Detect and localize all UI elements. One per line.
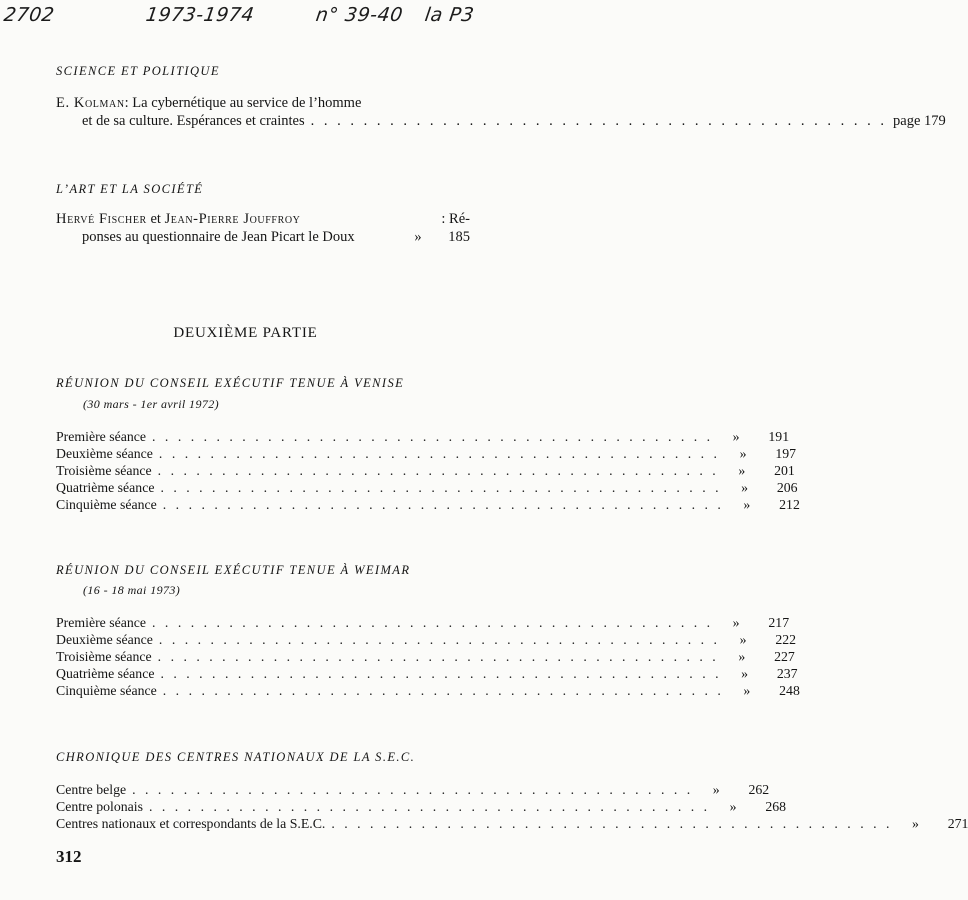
toc-row <box>56 648 795 665</box>
entry-page: page 179 <box>893 113 946 129</box>
toc-row <box>56 781 770 798</box>
section-title-science: SCIENCE ET POLITIQUE <box>56 64 220 78</box>
row-mark: » <box>739 632 747 647</box>
row-label: Quatrième séance <box>56 480 155 495</box>
row-label: Deuxième séance <box>56 632 153 647</box>
dot-leader: . . . . . . . . . . . . . . . . . . . . . . . . . . . . . . . . . . . . . . . . . . . . <box>162 497 724 512</box>
entry-title-part: : Ré- <box>441 211 470 227</box>
entry-line <box>56 228 470 246</box>
row-mark: » <box>912 816 919 831</box>
dot-leader: . . . . . . . . . . . . . . . . . . . . . . . . . . . . . . . . . . . . . . . . . . . . <box>162 683 724 698</box>
entry-conjunction: et <box>146 211 165 227</box>
toc-row <box>56 665 798 682</box>
section-title-art: L’ART ET LA SOCIÉTÉ <box>56 182 204 196</box>
entry-fischer-jouffroy <box>56 210 470 246</box>
row-mark: » <box>729 799 737 814</box>
toc-row <box>56 631 797 648</box>
dot-leader: . . . . . . . . . . . . . . . . . . . . . . . . . . . . . . . . . . . . . . . . . . . . <box>310 113 888 129</box>
handwritten-years: 1973-1974 <box>144 4 256 26</box>
row-mark: » <box>712 782 720 797</box>
toc-row <box>56 614 790 631</box>
row-label: Cinquième séance <box>56 497 157 512</box>
row-label: Première séance <box>56 429 147 444</box>
row-label: Centre belge <box>56 782 127 797</box>
entry-line <box>56 112 946 130</box>
toc-row <box>56 682 800 699</box>
row-page: 271 <box>947 816 968 831</box>
toc-list-chronique <box>56 781 968 832</box>
page-number: 312 <box>56 847 82 866</box>
dot-leader: . . . . . . . . . . . . . . . . . . . . . . . . . . . . . . . . . . . . . . . . . . . . <box>157 649 719 664</box>
row-label: Quatrième séance <box>56 666 155 681</box>
dot-leader: . . . . . . . . . . . . . . . . . . . . . . . . . . . . . . . . . . . . . . . . . . . . <box>160 480 722 495</box>
part-heading: DEUXIÈME PARTIE <box>173 325 318 341</box>
toc-row <box>56 815 968 832</box>
row-label: Cinquième séance <box>56 683 157 698</box>
row-label: Centre polonais <box>56 799 143 814</box>
row-page: 201 <box>774 463 795 478</box>
row-label: Première séance <box>56 615 147 630</box>
row-page: 262 <box>748 782 770 797</box>
dot-leader: . . . . . . . . . . . . . . . . . . . . . . . . . . . . . . . . . . . . . . . . . . . . <box>152 429 714 444</box>
row-mark: » <box>732 429 740 444</box>
row-page: 191 <box>768 429 790 444</box>
entry-line <box>56 210 470 228</box>
row-label: Troisième séance <box>56 649 152 664</box>
toc-row <box>56 445 797 462</box>
entry-author: E. Kolman <box>56 95 125 111</box>
dot-leader: . . . . . . . . . . . . . . . . . . . . . . . . . . . . . . . . . . . . . . . . . . . . <box>157 463 719 478</box>
dot-leader: . . . . . . . . . . . . . . . . . . . . . . . . . . . . . . . . . . . . . . . . . . . . <box>160 666 722 681</box>
toc-list-venise <box>56 428 800 513</box>
row-page: 268 <box>765 799 787 814</box>
entry-page: 185 <box>448 229 470 245</box>
toc-row <box>56 428 790 445</box>
entry-title-part: et de sa culture. Espérances et craintes <box>82 113 305 129</box>
row-page: 237 <box>776 666 798 681</box>
row-label: Centres nationaux et correspondants de la S.E.C. <box>56 816 326 831</box>
row-page: 227 <box>774 649 795 664</box>
row-page: 206 <box>776 480 798 495</box>
toc-row <box>56 462 795 479</box>
row-mark: » <box>743 683 751 698</box>
handwritten-code: la P3 <box>423 4 476 26</box>
section-title-chronique: CHRONIQUE DES CENTRES NATIONAUX DE LA S.E.C. <box>56 750 416 764</box>
dot-leader: . . . . . . . . . . . . . . . . . . . . . . . . . . . . . . . . . . . . . . . . . . . . <box>158 632 721 647</box>
row-mark: » <box>738 463 746 478</box>
row-mark: » <box>741 666 748 681</box>
entry-kolman <box>56 94 946 130</box>
dot-leader: . . . . . . . . . . . . . . . . . . . . . . . . . . . . . . . . . . . . . . . . . . . . <box>158 446 721 461</box>
handwritten-ref: 2702 <box>2 4 56 26</box>
row-label: Troisième séance <box>56 463 152 478</box>
entry-author: Hervé Fischer <box>56 211 147 227</box>
section-date-venise: (30 mars - 1er avril 1972) <box>83 397 220 411</box>
row-mark: » <box>743 497 751 512</box>
section-date-weimar: (16 - 18 mai 1973) <box>83 583 181 597</box>
row-label: Deuxième séance <box>56 446 153 461</box>
dot-leader: . . . . . . . . . . . . . . . . . . . . . . . . . . . . . . . . . . . . . . . . . . . . <box>152 615 714 630</box>
entry-line <box>56 94 470 112</box>
row-mark: » <box>738 649 746 664</box>
dot-leader: . . . . . . . . . . . . . . . . . . . . . . . . . . . . . . . . . . . . . . . . . . . . <box>148 799 711 814</box>
handwritten-issue: n° 39-40 <box>314 4 405 26</box>
entry-title-part: : La cybernétique au service de l’homme <box>124 95 362 111</box>
row-mark: » <box>732 615 740 630</box>
row-page: 222 <box>775 632 797 647</box>
toc-list-weimar <box>56 614 800 699</box>
row-mark: » <box>741 480 748 495</box>
dot-leader: . . . . . . . . . . . . . . . . . . . . . . . . . . . . . . . . . . . . . . . . . . . . <box>331 816 893 831</box>
row-page: 248 <box>779 683 800 698</box>
row-mark: » <box>739 446 747 461</box>
entry-mark: » <box>414 229 422 245</box>
toc-row <box>56 496 800 513</box>
toc-row <box>56 798 787 815</box>
entry-title-part: ponses au questionnaire de Jean Picart le Doux <box>82 229 355 245</box>
section-title-weimar: RÉUNION DU CONSEIL EXÉCUTIF TENUE À WEIMAR <box>56 563 411 577</box>
row-page: 217 <box>768 615 790 630</box>
toc-row <box>56 479 798 496</box>
dot-leader: . . . . . . . . . . . . . . . . . . . . . . . . . . . . . . . . . . . . . . . . . . . . <box>132 782 694 797</box>
row-page: 197 <box>775 446 797 461</box>
section-title-venise: RÉUNION DU CONSEIL EXÉCUTIF TENUE À VENISE <box>56 376 405 390</box>
entry-author: Jean-Pierre Jouffroy <box>164 211 301 227</box>
row-page: 212 <box>779 497 800 512</box>
